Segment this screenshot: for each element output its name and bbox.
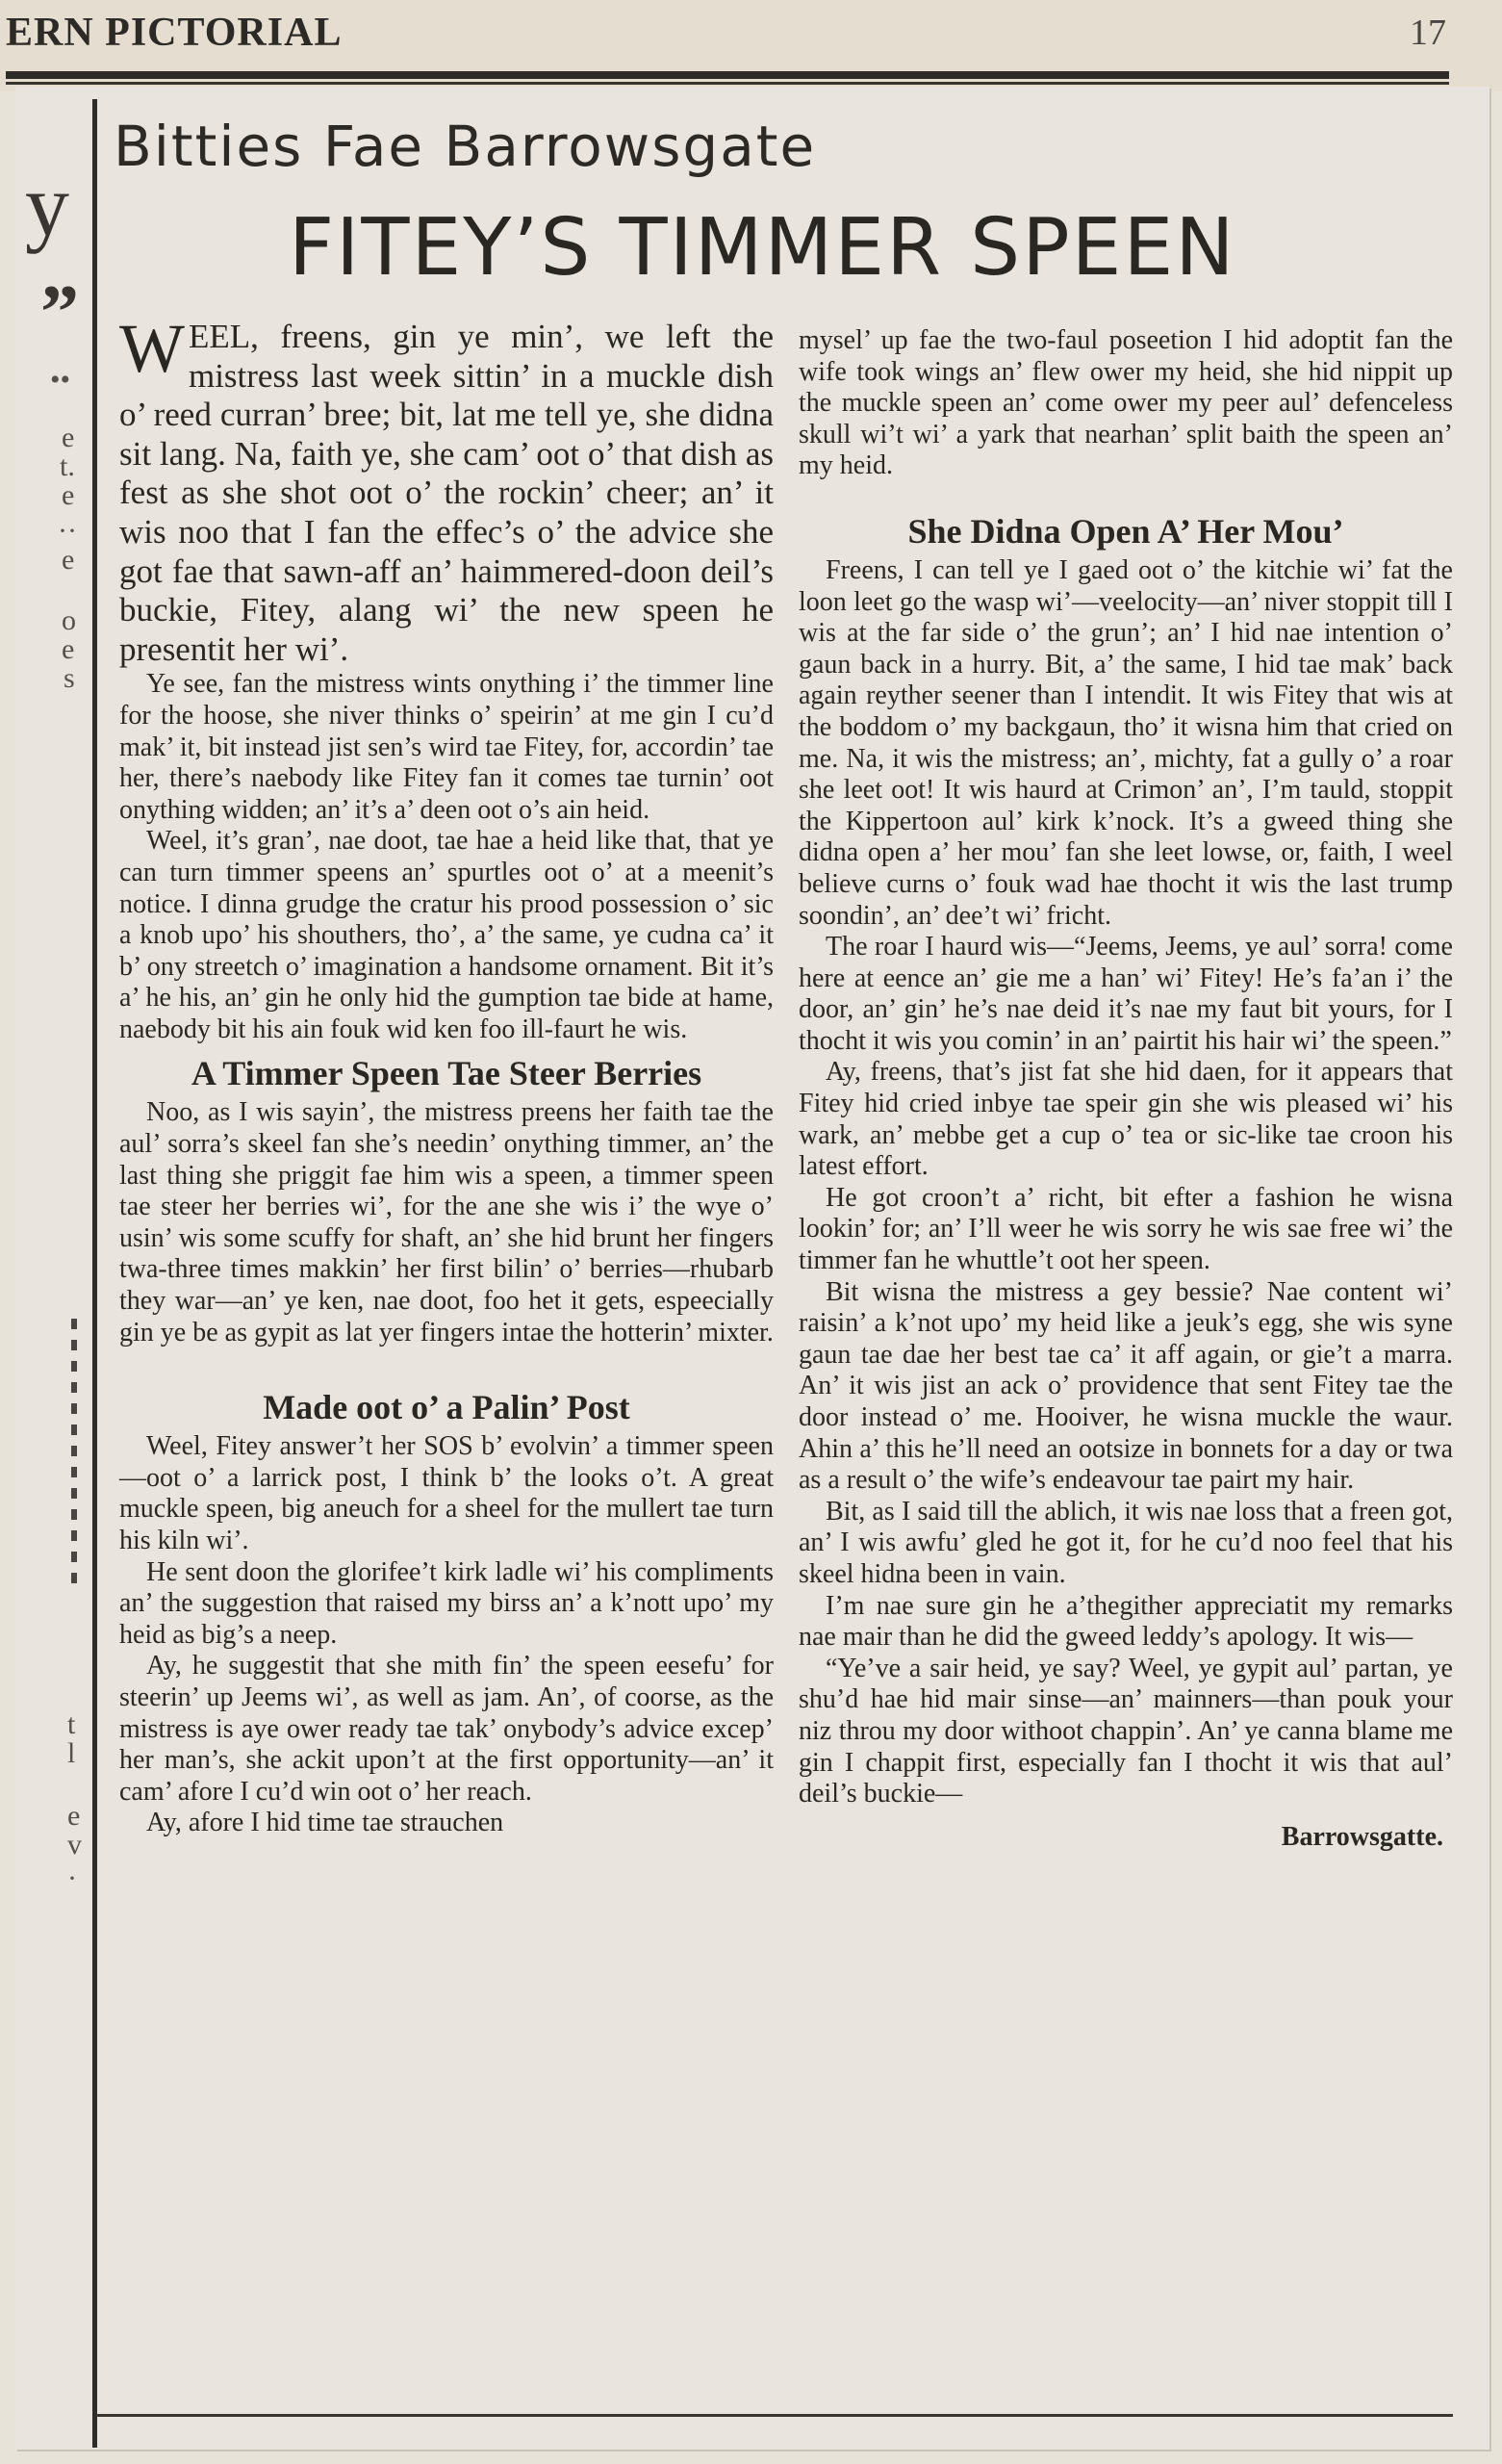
fragment-big-letter: y	[25, 156, 69, 254]
body-paragraph: Ay, freens, that’s jist fat she hid daen, for it appears that Fitey hid cried inbye tae speir gin she wis pleased wi’ his wark, an’ mebbe get a cup o’ tea or sic-like tae croon his latest effort.	[799, 1057, 1453, 1182]
subheading: A Timmer Speen Tae Steer Berries	[191, 1054, 702, 1093]
masthead	[0, 0, 1502, 91]
article-column-left	[119, 310, 774, 1839]
fragment-letter: e	[62, 544, 75, 576]
fragment-letter: o	[62, 604, 76, 636]
body-paragraph: Weel, Fitey answer’t her SOS b’ evolvin’ a timmer speen—oot o’ a larrick post, I think b’ the looks o’t. A great muckle speen, big aneuch for a sheel for the mullert tae turn his kiln wi’.	[119, 1431, 774, 1555]
fragment-letter: v	[67, 1829, 82, 1861]
body-paragraph: Ye see, fan the mistress wints onything i’ the timmer line for the hoose, she niver thinks o’ speirin’ at me gin I cu’d mak’ it, bit instead jist sen’s wird tae Fitey, for, accordin’ tae her, there’s naebody like Fitey fan it comes tae turnin’ oot onything widden; an’ it’s a’ deen oot o’s ain heid.	[119, 669, 774, 825]
body-paragraph: mysel’ up fae the two-faul poseetion I hid adoptit fan the wife took wings an’ flew ower my heid, she hid nippit up the muckle speen an’ come ower my peer aul’ defenceless skull wi’t wi’ a yark that nearhan’ split baith the speen an’ my heid.	[799, 325, 1453, 481]
body-paragraph: Ay, afore I hid time tae strauchen	[146, 1808, 504, 1838]
body-paragraph: Ay, he suggestit that she mith fin’ the speen eesefu’ for steerin’ up Jeems wi’, as well as jam. An’, of coorse, as the mistress is aye ower ready tae tak’ onybody’s advice excep’ her man’s, she ackit upon’t at the first opportunity—an’ it cam’ afore I cu’d win oot o’ her reach.	[119, 1651, 774, 1807]
body-paragraph: Bit wisna the mistress a gey bessie? Nae content wi’ raisin’ a k’not upo’ my heid like a jeuk’s egg, she wis syne gaun tae dae her best tae ca’ it aff again, or gie’t a marra. An’ it wis jist an ack o’ providence that sent Fitey tae the door instead o’ me. Hooiver, he wisna muckle the waur. Ahin a’ this he’ll need an ootsize in bonnets for a day or twa as a result o’ the wife’s endeavour tae pairt my hair.	[799, 1276, 1453, 1496]
body-paragraph: The roar I haurd wis—“Jeems, Jeems, ye aul’ sorra! come here at eence an’ gie me a han’ wi’ Fitey! He’s fa’an i’ the door, an’ gin’ he’s nae deid it’s nae my faut bit yours, for I thocht it wis you comin’ in an’ pairtit his hair wi’ the speen.”	[799, 932, 1453, 1056]
fragment-letter: e	[62, 633, 75, 665]
fragment-letter: e	[62, 479, 75, 511]
fragment-letter: t.	[60, 450, 75, 482]
fragment-letter: ·	[67, 1862, 77, 1894]
subheading: She Didna Open A’ Her Mou’	[907, 511, 1344, 551]
masthead-title: ERN PICTORIAL	[6, 11, 343, 55]
drop-cap: W	[119, 310, 185, 387]
fragment-quote-mark: ”	[40, 270, 79, 355]
body-paragraph: “Ye’ve a sair heid, ye say? Weel, ye gypit aul’ partan, ye shu’d hae hid mair sinse—an’ mainners—than pouk your niz throu my door withoot chappin’. An’ ye canna blame me gin I chappit first, especially fan I thocht it wis that aul’ deil’s buckie—	[799, 1653, 1453, 1810]
fragment-letter: t	[67, 1708, 76, 1740]
fragment-letter: e	[67, 1800, 81, 1832]
masthead-rule-thick	[6, 71, 1449, 79]
subheading: Made oot o’ a Palin’ Post	[263, 1388, 630, 1427]
clipping-left-border	[92, 99, 97, 2448]
article-column-right	[799, 325, 1453, 1853]
fragment-dotted-rule	[71, 1319, 77, 1588]
masthead-rule-thin	[6, 82, 1449, 85]
fragment-letter: ••	[50, 364, 71, 396]
fragment-letter: e	[62, 422, 75, 453]
article-kicker: Bitties Fae Barrowsgate	[114, 114, 817, 179]
body-paragraph: I’m nae sure gin he a’thegither appreciatit my remarks nae mair than he did the gweed leddy’s apology. It wis—	[799, 1590, 1453, 1653]
lead-text: EEL, freens, gin ye min’, we left the mistress last week sittin’ in a muckle dish o’ reed curran’ bree; bit, lat me tell ye, she didna sit lang. Na, faith ye, she cam’ oot o’ that dish as fest as she shot oot o’ the rockin’ cheer; an’ it wis noo that I fan the effec’s o’ the advice she got fae that sawn-aff an’ haimmered-doon deil’s buckie, Fitey, alang wi’ the new speen he presentit her wi’.	[119, 318, 774, 668]
body-paragraph: Freens, I can tell ye I gaed oot o’ the kitchie wi’ fat the loon leet go the wasp wi’—veelocity—an’ niver stoppit till I wis at the far side o’ the grun’; an’ I hid nae intention o’ gaun back in a hurry. Bit, a’ the same, I hid tae mak’ back again reyther seener than I intendit. It wis Fitey that wis at the boddom o’ my backgaun, tho’ it wisna him that cried on me. Na, it wis the mistress; an’, michty, fat a gully o’ a roar she leet oot! It wis haurd at Crimon’ an’, I’m tauld, stoppit the Kippertoon aul’ kirk k’nock. It’s a gweed thing she didna open a’ her mou’ fan she leet lowse, or, faith, I weel believe curns o’ fouk wad hae thocht it wis the last trump soondin’, an’ dee’t wi’ fricht.	[799, 554, 1453, 931]
page-number: 17	[1410, 13, 1446, 53]
body-paragraph: He got croon’t a’ richt, bit efter a fashion he wisna lookin’ for; an’ I’ll weer he wis sorry he wis sae free wi’ the timmer fan he whuttle’t oot her speen.	[799, 1182, 1453, 1276]
body-paragraph: He sent doon the glorifee’t kirk ladle wi’ his compliments an’ the suggestion that raised my birss an’ a k’nott upo’ my heid as big’s a neep.	[119, 1556, 774, 1650]
fragment-letter: s	[64, 662, 75, 694]
body-paragraph: Weel, it’s gran’, nae doot, tae hae a heid like that, that ye can turn timmer speens an’ spurtles oot o’ at a meenit’s notice. I dinna grudge the cratur his prood possession o’ sic a knob upo’ his shouthers, tho’, a’ the same, ye cudna ca’ it b’ ony streetch o’ imagination a handsome ornament. Bit it’s a’ he his, an’ gin he only hid the gumption tae bide at hame, naebody bit his ain fouk wid ken foo ill-faurt he wis.	[119, 826, 774, 1044]
margin-fragments	[15, 144, 83, 2358]
fragment-letter: l	[67, 1737, 76, 1769]
author-signature: Barrowsgatte.	[1281, 1821, 1443, 1852]
clipping-bottom-rule	[96, 2414, 1453, 2417]
article-headline: FITEY’S TIMMER SPEEN	[289, 202, 1236, 294]
fragment-letter: ··	[58, 515, 77, 547]
lead-paragraph	[119, 310, 774, 669]
body-paragraph: Bit, as I said till the ablich, it wis nae loss that a freen got, an’ I wis awfu’ gled he got it, for he cu’d noo feel that his skeel hidna been in vain.	[799, 1496, 1453, 1589]
body-paragraph: Noo, as I wis sayin’, the mistress preens her faith tae the aul’ sorra’s skeel fan she’s needin’ onything timmer, an’ the last thing she priggit fae him wis a speen, a timmer speen tae steer her berries wi’, for the ane she wis i’ the wye o’ usin’ wis some scuffy for shaft, an’ she hid brunt her fingers twa-three times makkin’ her first bilin’ o’ berries—rhubarb they war—an’ ye ken, nae doot, foo het it gets, espeecially gin ye be as gypit as lat yer fingers intae the hotterin’ mixter.	[119, 1097, 774, 1348]
